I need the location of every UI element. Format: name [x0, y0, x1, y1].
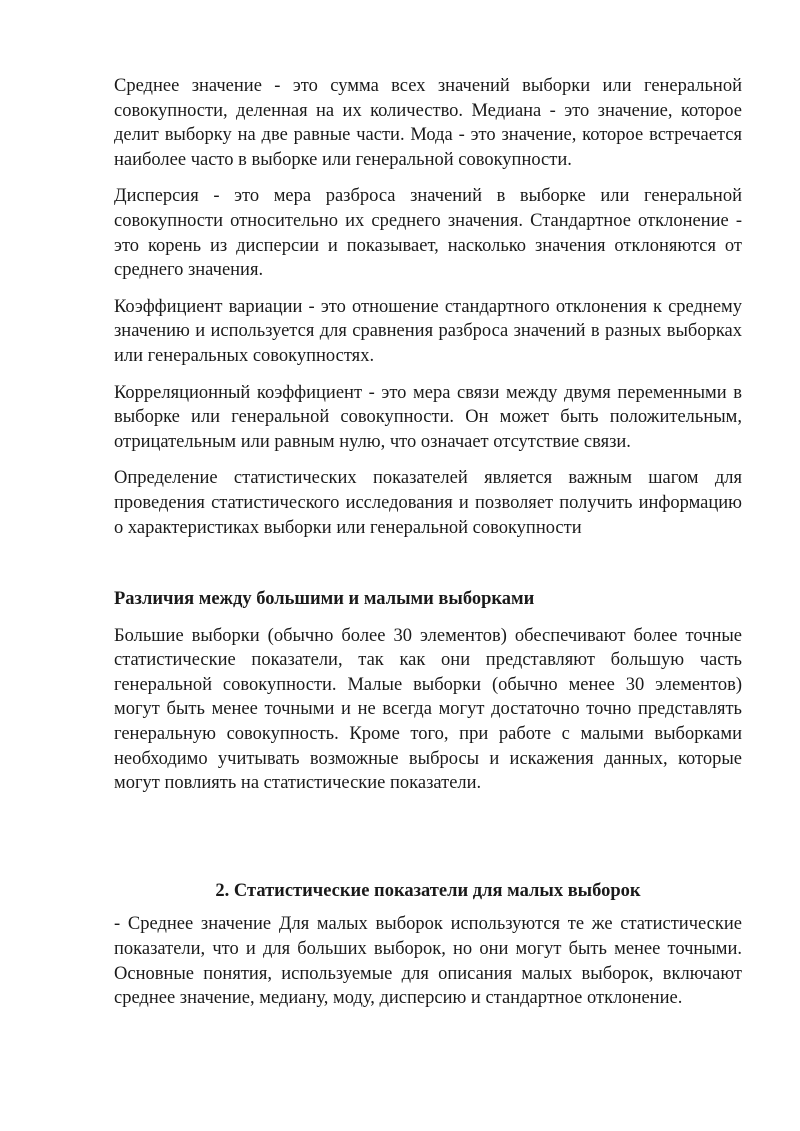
- paragraph-small-samples: - Среднее значение Для малых выборок используются те же статистические показатели, что и для больших выборок, но они могут быть менее точными. Основные понятия, используемые для описания малых выборок, включают среднее значение, медиану, моду, дисперсию и стандартное отклонение.: [114, 914, 742, 1009]
- paragraph-mean-median-mode: Среднее значение - это сумма всех значений выборки или генеральной совокупности, деленная на их количество. Медиана - это значение, которое делит выборку на две равные части. Мода - это значение, которое встречается наиболее часто в выборке или генеральной совокупности.: [114, 76, 742, 170]
- paragraph-correlation: Корреляционный коэффициент - это мера связи между двумя переменными в выборке или генеральной совокупности. Он может быть положительным, отрицательным или равным нулю, что означает отсутствие связи.: [114, 382, 742, 452]
- chapter-heading-small-samples: 2. Статистические показатели для малых выборок: [215, 880, 641, 901]
- paragraph-variance: Дисперсия - это мера разброса значений в выборке или генеральной совокупности относительно их среднего значения. Стандартное отклонение - это корень из дисперсии и показывает, насколько значения отклоняются от среднего значения.: [114, 186, 742, 281]
- document-body: [114, 74, 742, 1023]
- paragraph-sample-sizes: Большие выборки (обычно более 30 элементов) обеспечивают более точные статистические показатели, так как они представляют большую часть генеральной совокупности. Малые выборки (обычно менее 30 элементов) могут быть менее точными и не всегда могут достаточно точно представлять генеральную совокупность. Кроме того, при работе с малыми выборками необходимо учитывать возможные выбросы и искажения данных, которые могут повлиять на статистические показатели.: [114, 625, 742, 794]
- paragraph-conclusion: Определение статистических показателей является важным шагом для проведения статистического исследования и позволяет получить информацию о характеристиках выборки или генеральной совокупности: [114, 468, 742, 538]
- section-heading-sample-sizes: Различия между большими и малыми выборками: [114, 589, 535, 610]
- paragraph-coefficient-of-variation: Коэффициент вариации - это отношение стандартного отклонения к среднему значению и используется для сравнения разброса значений в разных выборках или генеральных совокупностях.: [114, 296, 742, 366]
